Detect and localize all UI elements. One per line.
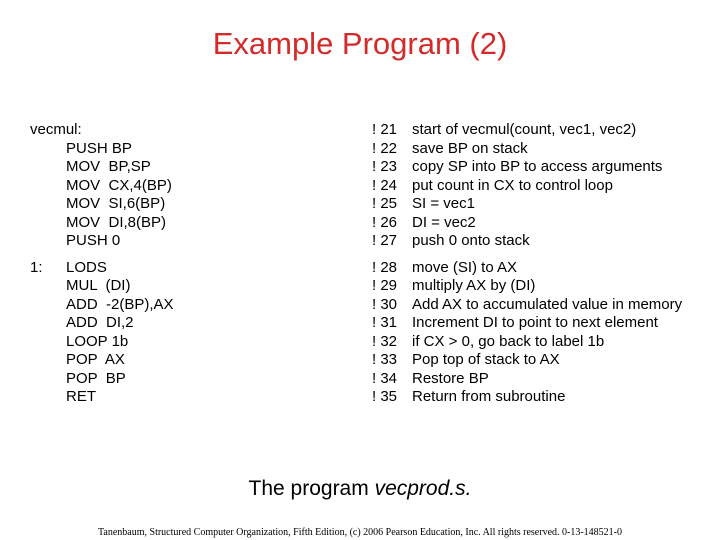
- code-line: [0, 177, 720, 196]
- code-line: [0, 277, 720, 296]
- code-instruction: PUSH BP: [66, 139, 132, 157]
- code-instruction: MOV SI,6(BP): [66, 195, 166, 212]
- code-instruction: MOV CX,4(BP): [66, 176, 172, 194]
- code-comment: DI = vec2: [412, 213, 476, 231]
- code-comment: Return from subroutine: [412, 388, 566, 405]
- code-line: [0, 140, 720, 159]
- line-number: ! 22: [372, 139, 398, 157]
- line-number: ! 26: [372, 213, 398, 231]
- code-instruction: PUSH 0: [66, 232, 121, 249]
- code-comment: multiply AX by (DI): [412, 277, 536, 294]
- code-comment: push 0 onto stack: [412, 232, 530, 249]
- caption-filename: vecprod.s.: [374, 477, 472, 500]
- line-number: ! 34: [372, 369, 398, 387]
- line-number: ! 24: [372, 176, 398, 194]
- code-instruction: LODS: [66, 258, 107, 276]
- line-number: ! 21: [372, 121, 398, 138]
- code-line: [0, 259, 720, 278]
- caption: [0, 477, 720, 501]
- line-number: ! 27: [372, 232, 398, 249]
- code-line: [0, 214, 720, 233]
- line-number: ! 31: [372, 314, 398, 331]
- code-instruction: MOV DI,8(BP): [66, 213, 167, 231]
- code-instruction: POP AX: [66, 351, 125, 368]
- code-comment: Pop top of stack to AX: [412, 351, 560, 368]
- code-instruction: ADD DI,2: [66, 314, 134, 331]
- code-comment: start of vecmul(count, vec1, vec2): [412, 121, 637, 138]
- code-comment: put count in CX to control loop: [412, 176, 613, 194]
- code-instruction: ADD -2(BP),AX: [66, 295, 174, 313]
- code-line: [0, 370, 720, 389]
- code-line: [0, 314, 720, 333]
- code-line: [0, 158, 720, 177]
- line-number: ! 30: [372, 295, 398, 313]
- code-line: [0, 195, 720, 214]
- line-number: ! 28: [372, 258, 398, 276]
- code-comment: if CX > 0, go back to label 1b: [412, 332, 605, 350]
- code-comment: Increment DI to point to next element: [412, 314, 658, 331]
- code-instruction: MUL (DI): [66, 277, 131, 294]
- line-number: ! 33: [372, 351, 398, 368]
- code-comment: copy SP into BP to access arguments: [412, 158, 663, 175]
- code-line: [0, 296, 720, 315]
- code-label: vecmul:: [30, 121, 82, 138]
- code-line: [0, 121, 720, 140]
- assembly-listing: [0, 121, 720, 407]
- code-comment: Restore BP: [412, 369, 489, 387]
- code-instruction: LOOP 1b: [66, 332, 129, 350]
- code-line: [0, 333, 720, 352]
- code-instruction: MOV BP,SP: [66, 158, 151, 175]
- code-comment: move (SI) to AX: [412, 258, 518, 276]
- code-comment: save BP on stack: [412, 139, 528, 157]
- code-comment: SI = vec1: [412, 195, 475, 212]
- code-instruction: RET: [66, 388, 96, 405]
- code-instruction: POP BP: [66, 369, 126, 387]
- slide-title: Example Program (2): [212, 26, 508, 61]
- line-number: ! 23: [372, 158, 398, 175]
- copyright-footer: Tanenbaum, Structured Computer Organization, Fifth Edition, (c) 2006 Pearson Education, Inc. All rights reserved. 0-13-148521-0: [98, 527, 622, 538]
- line-number: ! 32: [372, 332, 398, 350]
- line-number: ! 25: [372, 195, 398, 212]
- code-line: [0, 232, 720, 251]
- code-label: 1:: [30, 258, 43, 276]
- line-number: ! 29: [372, 277, 398, 294]
- code-line: [0, 351, 720, 370]
- line-number: ! 35: [372, 388, 398, 405]
- code-line: [0, 388, 720, 407]
- caption-prefix: The program: [248, 477, 375, 500]
- code-comment: Add AX to accumulated value in memory: [412, 295, 683, 313]
